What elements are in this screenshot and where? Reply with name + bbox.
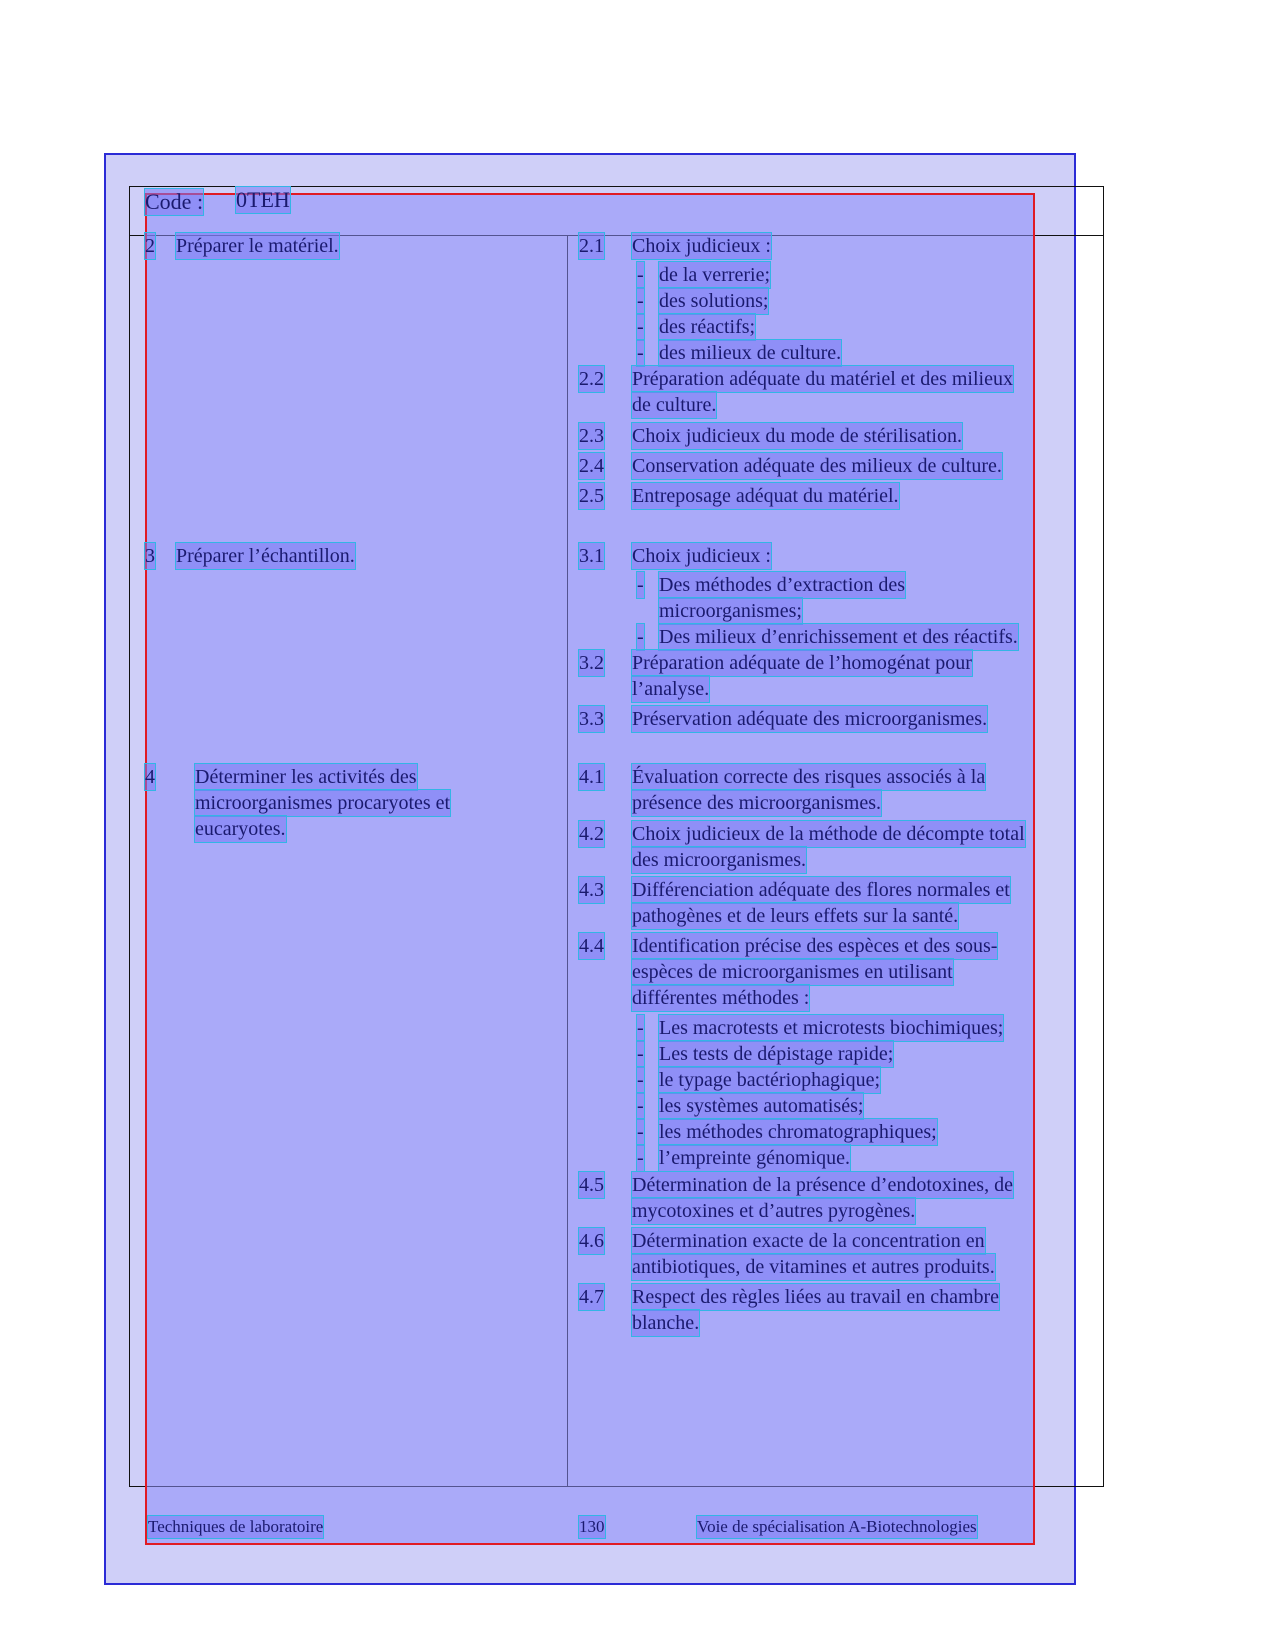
code-value: 0TEH	[236, 187, 290, 212]
criterion-text: Préparation adéquate de l’homogénat pour	[632, 652, 972, 674]
element-number: 2	[145, 235, 155, 257]
criterion-number: 2.4	[579, 455, 604, 477]
criterion-number: 4.5	[579, 1174, 604, 1196]
content-area	[145, 193, 1035, 1545]
bullet: -	[637, 1043, 644, 1065]
criterion-text: Conservation adéquate des milieux de culture.	[632, 455, 1002, 477]
criterion-number: 3.3	[579, 708, 604, 730]
criterion-number: 4.6	[579, 1230, 604, 1252]
bullet-text: des réactifs;	[659, 316, 756, 338]
element-text: Préparer l’échantillon.	[176, 545, 355, 567]
criterion-number: 2.5	[579, 485, 604, 507]
criterion-text: Identification précise des espèces et des sous-	[632, 935, 998, 957]
criterion-number: 3.1	[579, 545, 604, 567]
criterion-number: 4.7	[579, 1286, 604, 1308]
criterion-text: Évaluation correcte des risques associés à la	[632, 766, 986, 788]
criterion-text: Préservation adéquate des microorganismes.	[632, 708, 988, 730]
bullet: -	[637, 1121, 644, 1143]
bullet: -	[637, 1095, 644, 1117]
bullet: -	[637, 626, 644, 648]
bullet: -	[637, 1069, 644, 1091]
bullet: -	[637, 1147, 644, 1169]
bullet-text: Des milieux d’enrichissement et des réactifs.	[659, 626, 1018, 648]
element-number: 3	[145, 545, 155, 567]
criterion-text: antibiotiques, de vitamines et autres produits.	[632, 1256, 995, 1278]
code-label: Code :	[145, 189, 204, 214]
element-text: Déterminer les activités des	[195, 766, 417, 788]
element-text: Préparer le matériel.	[176, 235, 339, 257]
element-text: microorganismes procaryotes et	[195, 792, 451, 814]
criterion-text: de culture.	[632, 394, 717, 416]
bullet-text: Les macrotests et microtests biochimiques;	[659, 1017, 1004, 1039]
bullet-text: des solutions;	[659, 290, 769, 312]
bullet-text: Des méthodes d’extraction des	[659, 574, 906, 596]
criterion-text: Choix judicieux du mode de stérilisation.	[632, 425, 962, 447]
footer-page-number: 130	[579, 1517, 605, 1536]
bullet-text: microorganismes;	[659, 600, 802, 622]
criterion-text: des microorganismes.	[632, 849, 807, 871]
criterion-number: 3.2	[579, 652, 604, 674]
criterion-text: Entreposage adéquat du matériel.	[632, 485, 899, 507]
bullet-text: l’empreinte génomique.	[659, 1147, 851, 1169]
criterion-number: 4.1	[579, 766, 604, 788]
criterion-text: Choix judicieux de la méthode de décompte total	[632, 823, 1025, 845]
bullet: -	[637, 290, 644, 312]
bullet: -	[637, 264, 644, 286]
criterion-number: 2.1	[579, 235, 604, 257]
criterion-text: Différenciation adéquate des flores normales et	[632, 879, 1010, 901]
bullet-text: le typage bactériophagique;	[659, 1069, 881, 1091]
criterion-text: différentes méthodes :	[632, 987, 810, 1009]
bullet-text: les systèmes automatisés;	[659, 1095, 864, 1117]
footer-program: Techniques de laboratoire	[148, 1517, 324, 1536]
criterion-text: Choix judicieux :	[632, 545, 771, 567]
criterion-text: Respect des règles liées au travail en chambre	[632, 1286, 1000, 1308]
criterion-text: présence des microorganismes.	[632, 792, 881, 814]
bullet: -	[637, 574, 644, 596]
bullet-text: de la verrerie;	[659, 264, 771, 286]
criterion-text: Choix judicieux :	[632, 235, 771, 257]
bullet: -	[637, 316, 644, 338]
criterion-text: pathogènes et de leurs effets sur la santé.	[632, 905, 959, 927]
criterion-number: 4.3	[579, 879, 604, 901]
criterion-number: 4.2	[579, 823, 604, 845]
element-text: eucaryotes.	[195, 818, 286, 840]
bullet-text: les méthodes chromatographiques;	[659, 1121, 937, 1143]
criterion-text: mycotoxines et d’autres pyrogènes.	[632, 1200, 916, 1222]
criterion-text: espèces de microorganismes en utilisant	[632, 961, 953, 983]
criterion-text: Détermination de la présence d’endotoxines, de	[632, 1174, 1013, 1196]
criterion-text: Préparation adéquate du matériel et des milieux	[632, 368, 1013, 390]
bullet-text: des milieux de culture.	[659, 342, 842, 364]
criterion-text: l’analyse.	[632, 678, 710, 700]
criterion-number: 2.3	[579, 425, 604, 447]
bullet: -	[637, 1017, 644, 1039]
criterion-text: blanche.	[632, 1312, 700, 1334]
footer-specialization: Voie de spécialisation A-Biotechnologies	[697, 1517, 977, 1536]
criterion-text: Détermination exacte de la concentration en	[632, 1230, 985, 1252]
bullet-text: Les tests de dépistage rapide;	[659, 1043, 894, 1065]
bullet: -	[637, 342, 644, 364]
criterion-number: 2.2	[579, 368, 604, 390]
element-number: 4	[145, 766, 155, 788]
criterion-number: 4.4	[579, 935, 604, 957]
